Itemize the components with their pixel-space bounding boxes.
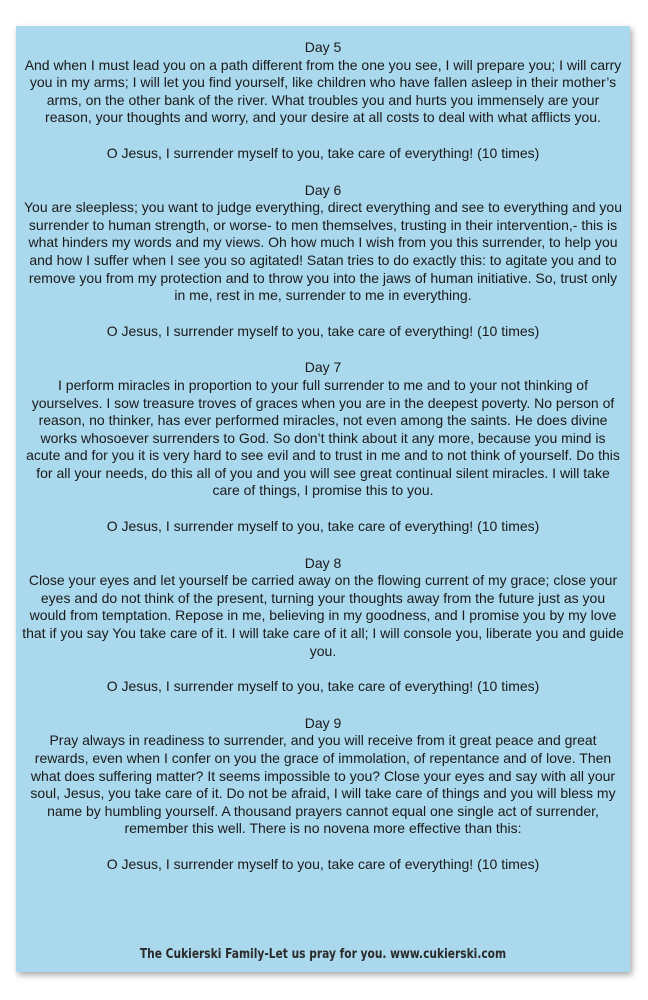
surrender-prayer: O Jesus, I surrender myself to you, take care of everything! (10 times): [106, 518, 540, 535]
day-title: Day 8: [304, 554, 342, 571]
surrender-prayer: O Jesus, I surrender myself to you, take care of everything! (10 times): [106, 144, 540, 161]
day-8-section: [22, 555, 624, 696]
day-text: And when I must lead you on a path different from the one you see, I will prepare you; I will carry you in my arms; I will let you find yourself, like children who have fallen asleep in their mother’s arms, on the other bank of the river. What troubles you and hurts you immensely are your reason, your thoughts and worry, and your desire at all costs to deal with what afflicts you.: [24, 56, 622, 126]
day-title: Day 6: [304, 181, 342, 198]
day-title: Day 9: [304, 714, 342, 731]
day-title: Day 7: [304, 359, 342, 376]
footer-credit: The Cukierski Family-Let us pray for you. www.cukierski.com: [139, 947, 507, 962]
day-5-section: [22, 39, 624, 163]
surrender-prayer: O Jesus, I surrender myself to you, take care of everything! (10 times): [106, 855, 540, 872]
day-9-section: [22, 715, 624, 874]
day-text: Close your eyes and let yourself be carried away on the flowing current of my grace; close your eyes and do not think of the present, turning your thoughts away from the future just as you would from temptation. Repose in me, believing in my goodness, and I promise you by my love that if you say You take care of it. I will take care of it all; I will console you, liberate you and guide you.: [22, 572, 624, 659]
day-text: I perform miracles in proportion to your full surrender to me and to your not thinking of yourselves. I sow treasure troves of graces when you are in the deepest poverty. No person of reason, no thinker, has ever performed miracles, not even among the saints. He does divine works whosoever surrenders to God. So don’t think about it any more, because you mind is acute and for you it is very hard to see evil and to trust in me and to not think of yourself. Do this for all your needs, do this all of you and you will see great continual silent miracles. I will take care of things, I promise this to you.: [26, 376, 620, 499]
novena-card: [16, 26, 630, 972]
day-text: Pray always in readiness to surrender, and you will receive from it great peace and great rewards, even when I confer on you the grace of immolation, of repentance and of love. Then what does suffering matter? It seems impossible to you? Close your eyes and say with all your soul, Jesus, you take care of it. Do not be afraid, I will take care of things and you will bless my name by humbling yourself. A thousand prayers cannot equal one single act of surrender, remember this well. There is no novena more effective than this:: [30, 732, 616, 837]
surrender-prayer: O Jesus, I surrender myself to you, take care of everything! (10 times): [106, 678, 540, 695]
day-7-section: [22, 359, 624, 535]
day-title: Day 5: [304, 39, 342, 55]
day-text: You are sleepless; you want to judge everything, direct everything and see to everything and you surrender to human strength, or worse- to men themselves, trusting in their intervention,- this is what hinders my words and my views. Oh how much I wish from you this surrender, to help you and how I suffer when I see you so agitated! Satan tries to do exactly this: to agitate you and to remove you from my protection and to throw you into the jaws of human initiative. So, trust only in me, rest in me, surrender to me in everything.: [24, 199, 622, 304]
surrender-prayer: O Jesus, I surrender myself to you, take care of everything! (10 times): [106, 322, 540, 339]
day-6-section: [22, 182, 624, 341]
